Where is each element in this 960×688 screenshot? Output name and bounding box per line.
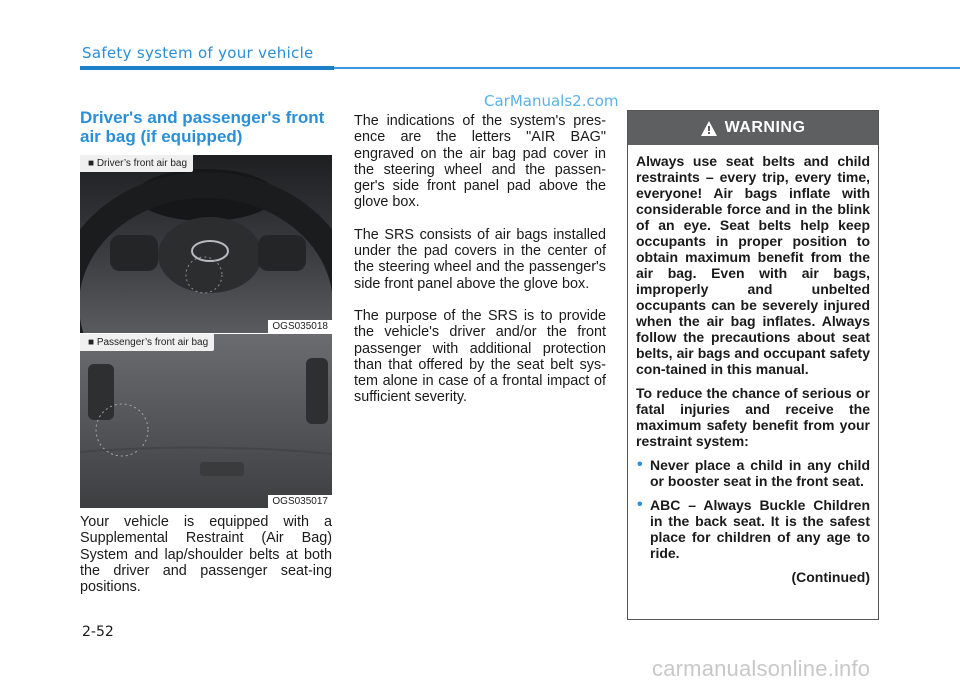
figure1-code: OGS035018: [268, 320, 332, 333]
warning-bullet: [636, 457, 870, 489]
figure2-caption: ■ Passenger’s front air bag: [80, 334, 214, 351]
bullet-dot-icon: •: [637, 496, 643, 513]
driver-airbag-photo: [80, 155, 332, 333]
section-title: Driver's and passenger's front air bag (if equipped): [80, 108, 325, 146]
figure2-code: OGS035017: [268, 495, 332, 508]
warning-bullet: [636, 497, 870, 561]
passenger-airbag-photo: [80, 334, 332, 508]
warning-bullet-text: ABC – Always Buckle Children in the back seat. It is the safest place for children of any age to ride.: [650, 497, 870, 561]
watermark-bottom: carmanualsonline.info: [652, 656, 871, 681]
watermark-top: CarManuals2.com: [484, 92, 619, 110]
header-rule-thin: [334, 67, 960, 69]
body-column: [354, 113, 606, 422]
warning-box: [627, 110, 879, 620]
paragraph-srs-purpose: The purpose of the SRS is to provide the vehicle's driver and/or the front passenger with additional protection than that offered by the seat belt sys-tem alone in case of a frontal impact of sufficient severity.: [354, 307, 606, 406]
dashboard-illustration: [80, 334, 332, 508]
warning-triangle-icon: [701, 121, 717, 136]
warning-body: [636, 153, 870, 585]
header-rule-thick: [80, 66, 334, 70]
continued-label: (Continued): [791, 569, 870, 585]
warning-paragraph-1: Always use seat belts and child restraints – every trip, every time, everyone! Air bags inflate with considerable force and in the blink of an eye. Seat belts help keep occupants in proper position to obtain maximum benefit from the air bag. Even with air bags, improperly and unbelted occupants can be severely injured when the air bag inflates. Always follow the precautions about seat belts, air bags and occupant safety con-tained in this manual.: [636, 153, 870, 377]
paragraph-indications: The indications of the system's pres-ence are the letters "AIR BAG" engraved on the air bag pad cover in the steering wheel and the passen-ger's side front panel pad above the glove box.: [354, 113, 606, 211]
warning-header: [628, 111, 878, 145]
warning-title: WARNING: [724, 119, 806, 136]
warning-paragraph-2: To reduce the chance of serious or fatal injuries and receive the maximum safety benefit from your restraint system:: [636, 385, 870, 449]
warning-bullet-text: Never place a child in any child or booster seat in the front seat.: [650, 457, 870, 489]
intro-paragraph: Your vehicle is equipped with a Supplemental Restraint (Air Bag) System and lap/shoulder belts at both the driver and passenger seat-ing positions.: [80, 514, 332, 596]
figure1-caption: ■ Driver’s front air bag: [80, 155, 193, 172]
bullet-dot-icon: •: [637, 456, 643, 473]
section-header: Safety system of your vehicle: [82, 44, 314, 62]
paragraph-srs-consists: The SRS consists of air bags installed under the pad covers in the center of the steering wheel and the passenger's side front panel above the glove box.: [354, 226, 606, 292]
steering-wheel-illustration: [80, 155, 332, 333]
page-number: 2-52: [82, 624, 114, 640]
